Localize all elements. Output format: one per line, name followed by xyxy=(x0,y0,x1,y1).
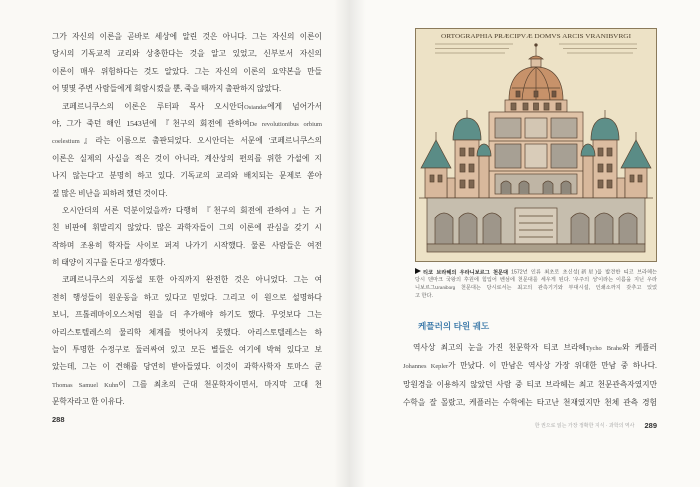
left-body-text xyxy=(52,28,322,411)
basement-section xyxy=(419,198,653,252)
line-text: 야, 그가 죽던 해인 1543년에 『천구의 회전에 관하여 xyxy=(52,118,250,128)
figure-caption xyxy=(415,268,657,300)
engraving-title: ORTOGRAPHIA PRÆCIPVÆ DOMVS ARCIS VRANIBVRGI xyxy=(441,33,631,40)
caption-line: 고 한다. xyxy=(415,293,433,299)
caption-line: 당시 덴마크 국왕의 후원에 힘입어 벤섬에 천문대를 세우게 된다. '우주의 성'이라는 이름을 지닌 우라 xyxy=(415,277,657,283)
paragraph xyxy=(52,98,322,202)
text-line: 오시안더의 서론 덕분이었을까? 다행히 『천구의 회전에 관하여』는 거 xyxy=(62,205,322,215)
line-text: 』라는 이름으로 출판되었다. 오시안더는 서문에 '코페르니쿠스의 xyxy=(79,136,322,146)
text-line: 친 비판에 휘말리지 않았다. 많은 과학자들이 그의 이론에 관심을 갖기 시 xyxy=(52,223,322,233)
latin-term: Johannes Kepler xyxy=(403,363,449,371)
caption-marker-icon xyxy=(415,268,421,274)
text-line xyxy=(52,376,322,393)
latin-term: Osiander xyxy=(244,103,268,111)
running-footer xyxy=(535,415,657,433)
running-footer-title: 한 권으로 읽는 가장 정확한 지식 · 과학의 역사 xyxy=(534,423,635,429)
caption-text: 니보르그 xyxy=(415,285,436,291)
main-building-section xyxy=(489,112,583,198)
text-line: 어 몇몇 주변 사람들에게 회람시켰을 뿐, 죽을 때까지 출판하지 않았다. xyxy=(52,84,282,94)
text-line: 아리스토텔레스의 물리학 체계를 벗어나지 못했다. 아리스토텔레스는 하 xyxy=(52,327,322,337)
section-heading: 케플러의 타원 궤도 xyxy=(418,321,490,331)
line-text: 코페르니쿠스의 이론은 루터파 목사 오시안더 xyxy=(62,101,245,111)
line-text: 와 케플러 xyxy=(621,343,657,352)
latin-term: Uraniborg xyxy=(435,285,456,290)
uraniborg-engraving xyxy=(415,28,657,262)
text-line: 나지 않는다'고 분명히 하고 있다. 기독교의 교리와 배치되는 문제로 쏟아 xyxy=(52,171,322,181)
text-line: 전히 행성들이 원운동을 하고 있다고 믿었다. 그리고 이 원으로 설명하다 xyxy=(52,292,322,302)
latin-term: De revolutionibus orbium xyxy=(249,120,322,128)
line-text: 이 그를 최초의 근대 천문학자이면서, 마지막 고대 천 xyxy=(118,379,322,389)
line-text: 에게 넘어가서 xyxy=(267,101,322,111)
text-line: 이론은 실제의 사실을 적은 것이 아니라, 계산상의 편의를 위한 가설에 지 xyxy=(52,153,322,163)
caption-line xyxy=(415,268,657,276)
text-line: 질 많은 비난을 피하려 했던 것이다. xyxy=(52,188,168,198)
line-text: 역사상 최고의 눈을 가진 천문학자 티코 브라헤 xyxy=(413,343,586,352)
text-line: 보니, 프톨레마이오스처럼 원을 더 추가해야 하기도 했다. 무엇보다 그는 xyxy=(52,310,322,320)
caption-title: 티코 브라헤의 우라니보르그 천문대 xyxy=(423,269,509,276)
text-line xyxy=(52,132,322,149)
text-line xyxy=(403,357,657,375)
latin-term: Thomas Samuel Kuhn xyxy=(52,381,119,389)
figure xyxy=(415,28,657,262)
caption-text: 천문대는 당시로서는 최고의 관측기기와 부대시설, 인쇄소까지 갖추고 있었 xyxy=(455,285,657,291)
text-line xyxy=(52,115,322,132)
text-line: 았는데, 그는 이 견해를 당연히 받아들였다. 이것이 과학사학자 토마스 쿤 xyxy=(52,362,322,372)
text-line: 이론이 매우 위험하다는 것도 알았다. 그는 자신의 이론의 요약본을 만들 xyxy=(52,66,322,76)
text-line: 그가 자신의 이론을 곧바로 세상에 알린 것은 아니다. 그는 자신의 이론이 xyxy=(52,32,322,41)
paragraph xyxy=(52,28,322,98)
page-number-left: 288 xyxy=(52,415,65,424)
text-line: 망원경을 이용하지 않았던 사람 중 티코 브라헤는 최고 천문관측자였지만 xyxy=(403,379,657,389)
right-body-text xyxy=(403,339,657,412)
text-line: 문학자라고 한 이유다. xyxy=(52,397,125,407)
text-line: 코페르니쿠스의 지동설 또한 아직까지 완전한 것은 아니었다. 그는 여 xyxy=(62,275,322,285)
caption-text: 1572년 인류 최초로 초신성(新星)을 발견한 티코 브라헤는 xyxy=(511,269,657,276)
latin-term: Tycho Brahe xyxy=(585,345,622,352)
text-line: 늘이 투명한 수정구로 둘러싸여 있고 모든 별들은 여기에 박혀 있다고 보 xyxy=(52,345,322,355)
text-line xyxy=(403,339,657,357)
right-page xyxy=(350,0,700,487)
paragraph xyxy=(52,202,322,272)
text-line: 히 태양이 지구를 돈다고 생각했다. xyxy=(52,258,166,268)
text-line: 작하며 조용히 학자들 사이로 퍼져 나가기 시작했다. 물론 사람들은 여전 xyxy=(52,240,322,250)
page-number-right: 289 xyxy=(644,421,657,430)
paragraph xyxy=(52,271,322,410)
text-line: 당시의 기독교적 교리와 상충한다는 것을 알고 있었고, 신부로서 자신의 xyxy=(52,49,322,59)
latin-term: coelestium xyxy=(52,138,80,146)
line-text: 가 만났다. 이 만남은 역사상 가장 위대한 만남 중 하나다. xyxy=(448,361,657,371)
caption-line xyxy=(415,284,657,292)
book-gutter-shadow xyxy=(334,0,366,487)
text-line xyxy=(52,98,322,115)
text-line: 수학을 잘 몰랐고, 케플러는 수학에는 타고난 천재였지만 천체 관측 경험 xyxy=(403,397,657,407)
